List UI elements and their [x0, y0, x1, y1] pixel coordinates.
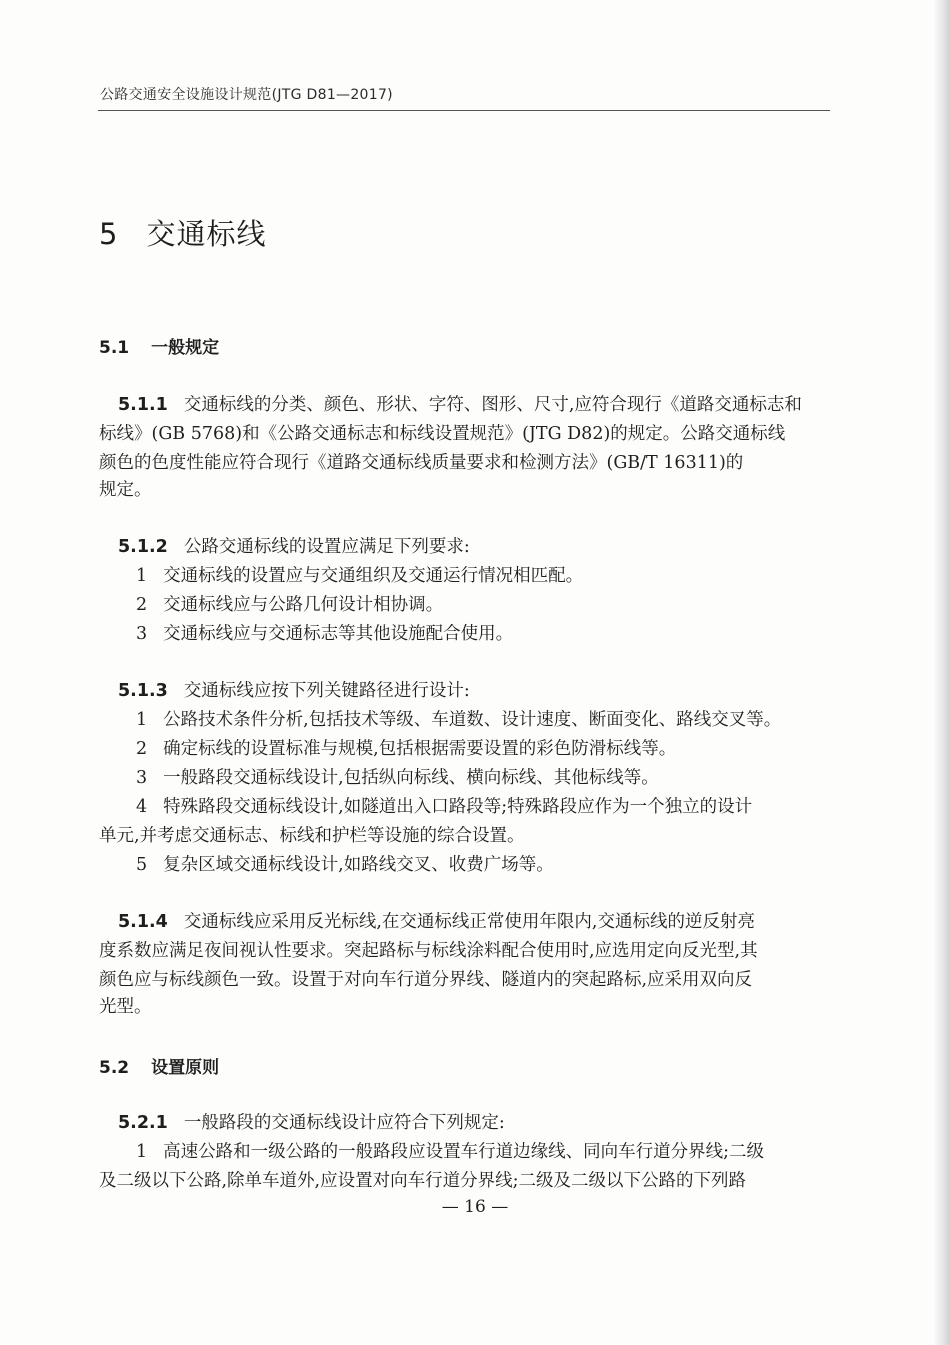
- clause-5-1-4-line-3: 颜色应与标线颜色一致。设置于对向车行道分界线、隧道内的突起路标,应采用双向反: [99, 970, 753, 990]
- list-item: 2 交通标线应与公路几何设计相协调。: [136, 595, 444, 615]
- clause-number: 5.1.4: [118, 912, 168, 932]
- chapter-title: [99, 212, 266, 253]
- list-item: 3 一般路段交通标线设计,包括纵向标线、横向标线、其他标线等。: [136, 768, 659, 788]
- clause-5-2-1-intro: 5.2.1 一般路段的交通标线设计应符合下列规定:: [118, 1113, 505, 1133]
- clause-5-1-4-line-4: 光型。: [99, 997, 152, 1017]
- page-edge-shadow: [932, 0, 950, 1345]
- clause-5-1-1-line-3: 颜色的色度性能应符合现行《道路交通标线质量要求和检测方法》(GB/T 16311)的: [99, 453, 744, 473]
- clause-number: 5.1.3: [118, 681, 168, 701]
- clause-5-1-4-line-1: 5.1.4 交通标线应采用反光标线,在交通标线正常使用年限内,交通标线的逆反射亮: [118, 912, 755, 932]
- clause-5-1-2-intro: 5.1.2 公路交通标线的设置应满足下列要求:: [118, 537, 470, 557]
- list-item: 4 特殊路段交通标线设计,如隧道出入口路段等;特殊路段应作为一个独立的设计: [136, 797, 753, 817]
- list-item-continuation: 单元,并考虑交通标志、标线和护栏等设施的综合设置。: [99, 826, 525, 846]
- list-item: 1 高速公路和一级公路的一般路段应设置车行道边缘线、同向车行道分界线;二级: [136, 1142, 765, 1162]
- page-number: — 16 —: [441, 1197, 509, 1217]
- clause-number: 5.1.1: [118, 395, 168, 415]
- clause-number: 5.1.2: [118, 537, 168, 557]
- chapter-number: 5: [99, 217, 119, 251]
- clause-5-1-1-line-2: 标线》(GB 5768)和《公路交通标志和标线设置规范》(JTG D82)的规定。公路交通标线: [99, 424, 786, 444]
- clause-5-1-4-line-2: 度系数应满足夜间视认性要求。突起路标与标线涂料配合使用时,应选用定向反光型,其: [99, 941, 758, 961]
- section-heading-5-1: 5.1 一般规定: [99, 338, 220, 358]
- clause-5-1-3-intro: 5.1.3 交通标线应按下列关键路径进行设计:: [118, 681, 470, 701]
- running-header: 公路交通安全设施设计规范(JTG D81—2017): [100, 87, 393, 103]
- section-heading-5-2: 5.2 设置原则: [99, 1058, 220, 1078]
- chapter-title-text: 交通标线: [146, 217, 267, 251]
- list-item: 1 交通标线的设置应与交通组织及交通运行情况相匹配。: [136, 566, 584, 586]
- list-item: 1 公路技术条件分析,包括技术等级、车道数、设计速度、断面变化、路线交叉等。: [136, 710, 782, 730]
- header-divider: [98, 110, 830, 111]
- clause-5-1-1-line-4: 规定。: [99, 480, 152, 500]
- list-item: 3 交通标线应与交通标志等其他设施配合使用。: [136, 624, 514, 644]
- clause-number: 5.2.1: [118, 1113, 168, 1133]
- list-item-continuation: 及二级以下公路,除单车道外,应设置对向车行道分界线;二级及二级以下公路的下列路: [99, 1171, 747, 1191]
- clause-5-1-1-line-1: 5.1.1 交通标线的分类、颜色、形状、字符、图形、尺寸,应符合现行《道路交通标志和: [118, 395, 802, 415]
- list-item: 5 复杂区域交通标线设计,如路线交叉、收费广场等。: [136, 855, 554, 875]
- list-item: 2 确定标线的设置标准与规模,包括根据需要设置的彩色防滑标线等。: [136, 739, 677, 759]
